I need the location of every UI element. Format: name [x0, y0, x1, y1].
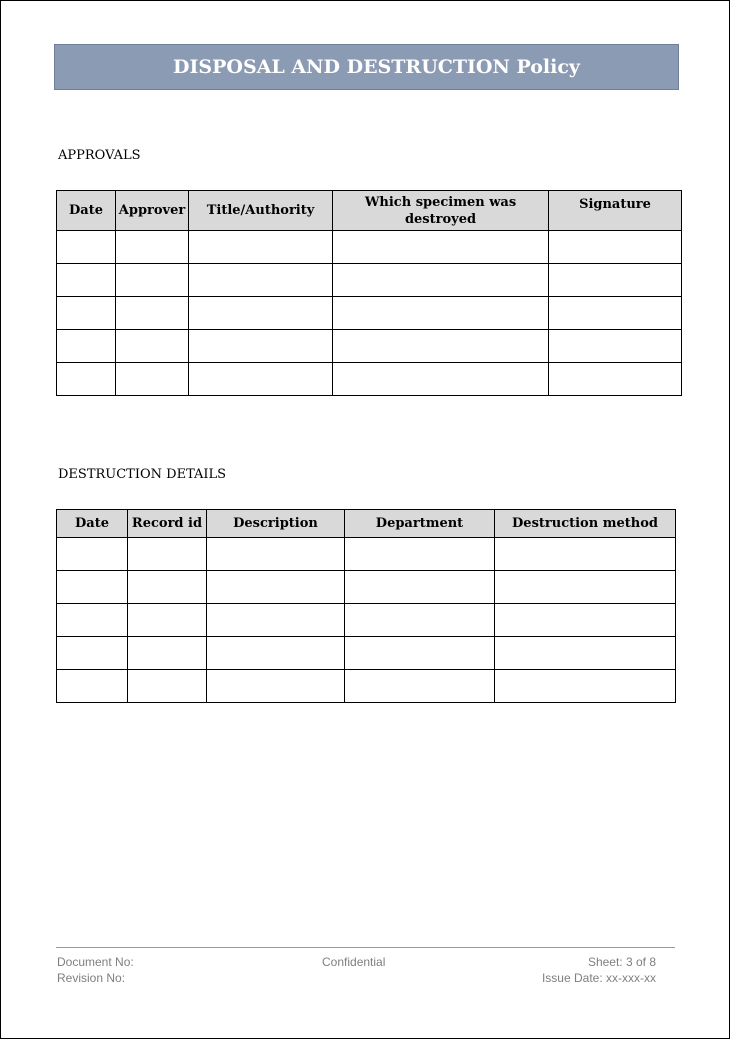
table-cell[interactable]: [549, 363, 682, 396]
table-cell[interactable]: [189, 363, 333, 396]
table-row: [57, 264, 682, 297]
table-cell[interactable]: [549, 330, 682, 363]
table-cell[interactable]: [345, 571, 495, 604]
table-cell[interactable]: [57, 670, 128, 703]
table-cell[interactable]: [189, 231, 333, 264]
table-cell[interactable]: [189, 297, 333, 330]
footer-issue-date: Issue Date: xx-xxx-xx: [541, 971, 656, 985]
footer-document-no: Document No:: [57, 955, 134, 969]
destruction-details-table: [56, 509, 676, 703]
footer-confidential: Confidential: [322, 955, 386, 969]
destruction-header-record-id: Record id: [128, 510, 207, 538]
approvals-header-title-authority: Title/Authority: [189, 191, 333, 231]
table-cell[interactable]: [345, 604, 495, 637]
approvals-header-approver: Approver: [116, 191, 189, 231]
table-cell[interactable]: [495, 637, 676, 670]
table-cell[interactable]: [116, 264, 189, 297]
table-cell[interactable]: [207, 571, 345, 604]
table-cell[interactable]: [57, 538, 128, 571]
table-cell[interactable]: [495, 604, 676, 637]
table-cell[interactable]: [495, 571, 676, 604]
table-cell[interactable]: [128, 670, 207, 703]
table-cell[interactable]: [57, 637, 128, 670]
table-cell[interactable]: [128, 604, 207, 637]
table-cell[interactable]: [116, 363, 189, 396]
table-cell[interactable]: [207, 637, 345, 670]
table-cell[interactable]: [57, 297, 116, 330]
destruction-section-label: DESTRUCTION DETAILS: [58, 467, 227, 482]
footer-revision-no: Revision No:: [57, 971, 126, 985]
table-cell[interactable]: [116, 330, 189, 363]
table-cell[interactable]: [207, 670, 345, 703]
table-cell[interactable]: [128, 637, 207, 670]
table-row: [57, 637, 676, 670]
table-row: [57, 538, 676, 571]
table-cell[interactable]: [57, 604, 128, 637]
table-cell[interactable]: [333, 363, 549, 396]
destruction-header-description: Description: [207, 510, 345, 538]
table-cell[interactable]: [495, 538, 676, 571]
approvals-header-date: Date: [57, 191, 116, 231]
table-cell[interactable]: [333, 330, 549, 363]
table-cell[interactable]: [207, 538, 345, 571]
table-cell[interactable]: [549, 264, 682, 297]
table-row: [57, 297, 682, 330]
approvals-header-row: [57, 191, 682, 231]
table-row: [57, 363, 682, 396]
table-cell[interactable]: [57, 330, 116, 363]
table-row: [57, 604, 676, 637]
table-cell[interactable]: [57, 231, 116, 264]
table-cell[interactable]: [128, 538, 207, 571]
footer-divider: [56, 947, 675, 948]
table-cell[interactable]: [189, 264, 333, 297]
table-row: [57, 330, 682, 363]
table-cell[interactable]: [57, 571, 128, 604]
table-cell[interactable]: [495, 670, 676, 703]
table-cell[interactable]: [333, 264, 549, 297]
table-row: [57, 571, 676, 604]
footer-sheet: Sheet: 3 of 8: [587, 955, 656, 969]
table-cell[interactable]: [116, 297, 189, 330]
approvals-header-specimen: Which specimen was destroyed: [333, 191, 549, 231]
destruction-header-date: Date: [57, 510, 128, 538]
table-row: [57, 670, 676, 703]
table-cell[interactable]: [116, 231, 189, 264]
table-cell[interactable]: [345, 670, 495, 703]
table-cell[interactable]: [207, 604, 345, 637]
approvals-section-label: APPROVALS: [58, 148, 141, 163]
table-cell[interactable]: [345, 637, 495, 670]
destruction-header-method: Destruction method: [495, 510, 676, 538]
page-title: DISPOSAL AND DESTRUCTION Policy: [173, 56, 580, 78]
destruction-header-department: Department: [345, 510, 495, 538]
table-cell[interactable]: [333, 231, 549, 264]
table-cell[interactable]: [189, 330, 333, 363]
title-banner: [54, 44, 679, 90]
table-cell[interactable]: [57, 264, 116, 297]
table-row: [57, 231, 682, 264]
table-cell[interactable]: [57, 363, 116, 396]
approvals-table: [56, 190, 682, 396]
table-cell[interactable]: [128, 571, 207, 604]
table-cell[interactable]: [333, 297, 549, 330]
approvals-header-signature: Signature: [549, 191, 682, 231]
table-cell[interactable]: [345, 538, 495, 571]
table-cell[interactable]: [549, 231, 682, 264]
destruction-header-row: [57, 510, 676, 538]
table-cell[interactable]: [549, 297, 682, 330]
